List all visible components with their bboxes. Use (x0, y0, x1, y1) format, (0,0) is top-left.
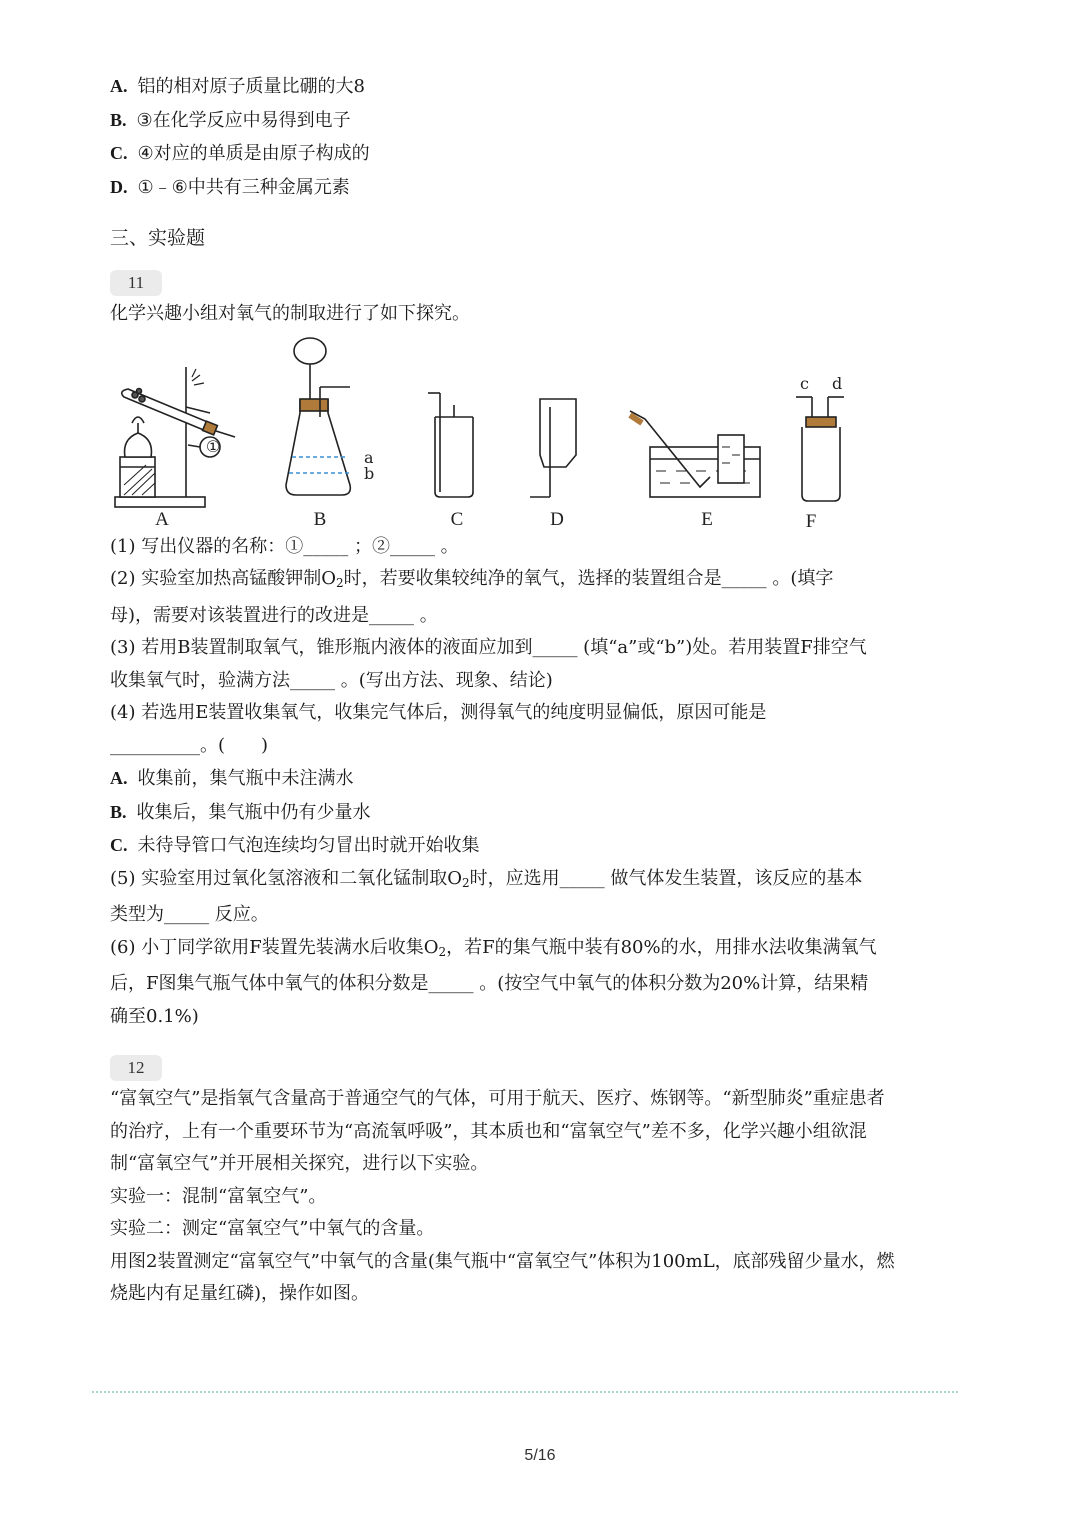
option-d[interactable]: D. ①﹣⑥中共有三种金属元素 (110, 176, 350, 198)
label-apparatus-d: D (550, 508, 564, 527)
label-a: a (364, 447, 374, 467)
apparatus-b (286, 338, 350, 495)
label-apparatus-c: C (450, 508, 464, 527)
apparatus-d (530, 399, 576, 497)
label-d: d (832, 373, 843, 393)
label-apparatus-a: A (155, 508, 169, 527)
label-circle-1: ① (205, 436, 221, 456)
subquestion-4: (4) 若选用E装置收集氧气，收集完气体后，测得氧气的纯度明显偏低，原因可能是 __________。( ) (110, 702, 767, 756)
q12-experiment-2: 实验二：测定“富氧空气”中氧气的含量。 (110, 1218, 435, 1239)
question-number-badge: 11 (110, 270, 162, 296)
page-content (110, 70, 930, 1311)
label-apparatus-f: F (805, 510, 817, 527)
label-b: b (364, 463, 375, 483)
apparatus-e (630, 411, 760, 497)
question-number-badge: 12 (110, 1055, 162, 1081)
option-a[interactable]: A. 铝的相对原子质量比硼的大8 (110, 76, 365, 97)
q12-line: 用图2装置测定“富氧空气”中氧气的含量(集气瓶中“富氧空气”体积为100mL，底部残留少量水，燃 (110, 1250, 895, 1272)
question-intro: 化学兴趣小组对氧气的制取进行了如下探究。 (110, 303, 470, 324)
question-12 (110, 1055, 930, 1311)
q12-line: “富氧空气”是指氧气含量高于普通空气的气体，可用于航天、医疗、炼钢等。“新型肺炎”重症患者 (110, 1088, 885, 1109)
footer-divider (92, 1391, 958, 1393)
previous-question-options (110, 70, 930, 204)
apparatus-c (428, 393, 473, 497)
sub4-option-c[interactable]: C. 未待导管口气泡连续均匀冒出时就开始收集 (110, 835, 480, 856)
subquestion-2: (2) 实验室加热高锰酸钾制$O_2$时，若要收集较纯净的氧气，选择的装置组合是_____ 。(填字 母)，需要对该装置进行的改进是_____ 。 (110, 568, 834, 626)
q12-line: 的治疗，上有一个重要环节为“高流氧呼吸”，其本质也和“富氧空气”差不多，化学兴趣小组欲混 (110, 1120, 867, 1142)
option-c[interactable]: C. ④对应的单质是由原子构成的 (110, 143, 370, 164)
subquestion-6: (6) 小丁同学欲用F装置先装满水后收集$O_2$，若F的集气瓶中装有80%的水，用排水法收集满氧气 后，F图集气瓶气体中氧气的体积分数是_____ 。(按空气中氧气的体积分数为20%计算，结果精 确至0.1%) (110, 936, 877, 1027)
q12-line: 烧匙内有足量红磷)，操作如图。 (110, 1283, 370, 1304)
page-number: 5/16 (524, 1447, 556, 1464)
apparatus-diagram (110, 337, 930, 527)
label-apparatus-e: E (701, 508, 713, 527)
sub4-option-a[interactable]: A. 收集前，集气瓶中未注满水 (110, 768, 354, 789)
subquestion-5: (5) 实验室用过氧化氢溶液和二氧化锰制取$O_2$时，应选用_____ 做气体发生装置，该反应的基本 类型为_____ 反应。 (110, 867, 863, 925)
label-apparatus-b: B (313, 508, 327, 527)
subquestion-3: (3) 若用B装置制取氧气，锥形瓶内液体的液面应加到_____ (填“a”或“b”)处。若用装置F排空气 收集氧气时，验满方法_____ 。(写出方法、现象、结论) (110, 637, 867, 691)
section-title: 三、实验题 (110, 227, 206, 249)
q12-experiment-1: 实验一：混制“富氧空气”。 (110, 1185, 327, 1207)
sub4-option-b[interactable]: B. 收集后，集气瓶中仍有少量水 (110, 801, 371, 823)
question-11 (110, 270, 930, 1033)
apparatus-f (796, 397, 844, 501)
option-b[interactable]: B. ③在化学反应中易得到电子 (110, 109, 351, 131)
apparatus-figure (110, 337, 930, 527)
subquestion-1: (1) 写出仪器的名称：①_____ ；②_____ 。 (110, 535, 459, 557)
q12-line: 制“富氧空气”并开展相关探究，进行以下实验。 (110, 1153, 489, 1174)
label-c: c (800, 373, 809, 393)
